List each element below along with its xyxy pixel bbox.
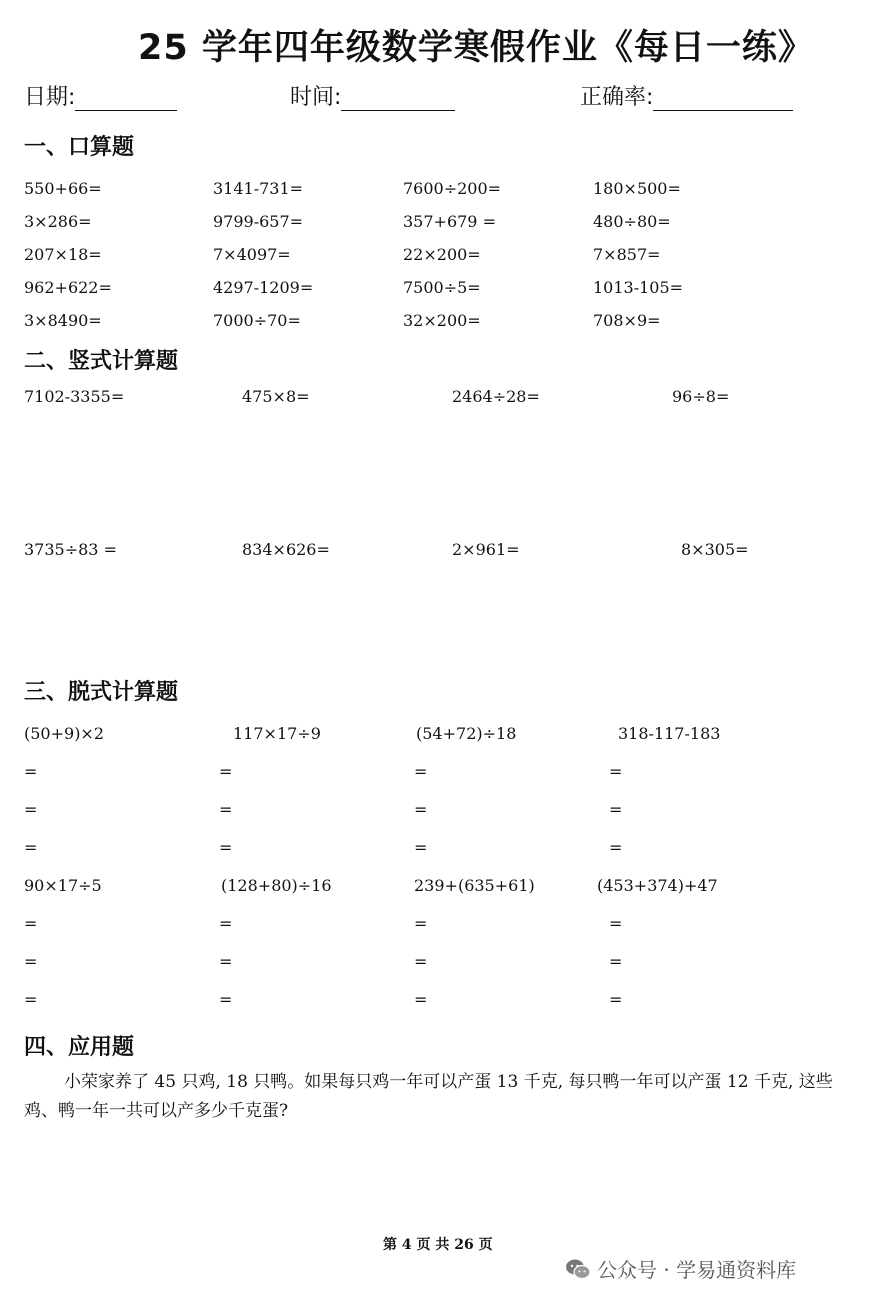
watermark <box>565 1254 796 1285</box>
vertical-question: 475×8= <box>242 387 310 406</box>
answer-line: = <box>24 762 38 781</box>
vertical-question: 96÷8= <box>672 387 730 406</box>
oral-question: 9799-657= <box>213 212 304 231</box>
date-label: 日期: <box>24 85 76 110</box>
oral-question: 207×18= <box>24 245 102 264</box>
stepwise-question: (128+80)÷16 <box>221 876 332 895</box>
answer-line: = <box>609 800 623 819</box>
answer-line: = <box>414 762 428 781</box>
answer-line: = <box>609 838 623 857</box>
oral-question: 180×500= <box>593 179 681 198</box>
answer-line: = <box>414 990 428 1009</box>
time-line <box>341 90 455 111</box>
oral-question: 3×8490= <box>24 311 102 330</box>
oral-question: 7000÷70= <box>213 311 301 330</box>
accuracy-label: 正确率: <box>580 85 654 110</box>
page-number: 第 4 页 共 26 页 <box>383 1237 493 1253</box>
answer-line: = <box>609 952 623 971</box>
section-vertical-heading: 二、竖式计算题 <box>24 349 179 374</box>
stepwise-question: 239+(635+61) <box>414 876 535 895</box>
page-title: 25 学年四年级数学寒假作业《每日一练》 <box>138 28 814 68</box>
answer-line: = <box>414 952 428 971</box>
vertical-question: 2464÷28= <box>452 387 540 406</box>
oral-question: 22×200= <box>403 245 481 264</box>
answer-line: = <box>219 800 233 819</box>
stepwise-question: 117×17÷9 <box>233 724 321 743</box>
stepwise-question: 90×17÷5 <box>24 876 102 895</box>
oral-question: 4297-1209= <box>213 278 314 297</box>
answer-line: = <box>219 914 233 933</box>
accuracy-field[interactable] <box>580 80 793 111</box>
oral-question: 962+622= <box>24 278 112 297</box>
answer-line: = <box>414 838 428 857</box>
oral-question: 7600÷200= <box>403 179 502 198</box>
oral-question: 550+66= <box>24 179 102 198</box>
stepwise-question: (54+72)÷18 <box>416 724 517 743</box>
vertical-question: 7102-3355= <box>24 387 125 406</box>
time-field[interactable] <box>290 80 455 111</box>
oral-question: 708×9= <box>593 311 661 330</box>
answer-line: = <box>609 990 623 1009</box>
watermark-text: 公众号 · 学易通资料库 <box>597 1258 797 1282</box>
oral-question: 7×857= <box>593 245 661 264</box>
section-oral-heading: 一、口算题 <box>24 135 135 160</box>
vertical-question: 2×961= <box>452 540 520 559</box>
vertical-question: 8×305= <box>681 540 749 559</box>
oral-question: 357+679 = <box>403 212 496 231</box>
section-stepwise-heading: 三、脱式计算题 <box>24 680 179 705</box>
answer-line: = <box>219 762 233 781</box>
word-problem-text: 小荣家养了 45 只鸡, 18 只鸭。如果每只鸡一年可以产蛋 13 千克, 每只鸭一年可以产蛋 12 千克, 这些鸡、鸭一年一共可以产多少千克蛋? <box>24 1072 833 1121</box>
vertical-question: 3735÷83 = <box>24 540 117 559</box>
date-line <box>75 90 177 111</box>
oral-question: 3×286= <box>24 212 92 231</box>
date-field[interactable] <box>24 80 177 111</box>
oral-question: 3141-731= <box>213 179 304 198</box>
answer-line: = <box>219 838 233 857</box>
answer-line: = <box>24 838 38 857</box>
time-label: 时间: <box>290 85 342 110</box>
section-word-heading: 四、应用题 <box>24 1035 135 1060</box>
answer-line: = <box>24 952 38 971</box>
wechat-icon <box>565 1258 591 1285</box>
vertical-question: 834×626= <box>242 540 330 559</box>
answer-line: = <box>219 952 233 971</box>
answer-line: = <box>609 914 623 933</box>
oral-question: 1013-105= <box>593 278 684 297</box>
answer-line: = <box>414 800 428 819</box>
answer-line: = <box>219 990 233 1009</box>
stepwise-question: (50+9)×2 <box>24 724 105 743</box>
answer-line: = <box>24 990 38 1009</box>
answer-line: = <box>24 914 38 933</box>
oral-question: 7500÷5= <box>403 278 481 297</box>
stepwise-question: 318-117-183 <box>618 724 721 743</box>
oral-question: 7×4097= <box>213 245 291 264</box>
answer-line: = <box>609 762 623 781</box>
answer-line: = <box>24 800 38 819</box>
stepwise-question: (453+374)+47 <box>597 876 718 895</box>
oral-question: 32×200= <box>403 311 481 330</box>
oral-question: 480÷80= <box>593 212 671 231</box>
accuracy-line <box>653 90 793 111</box>
answer-line: = <box>414 914 428 933</box>
